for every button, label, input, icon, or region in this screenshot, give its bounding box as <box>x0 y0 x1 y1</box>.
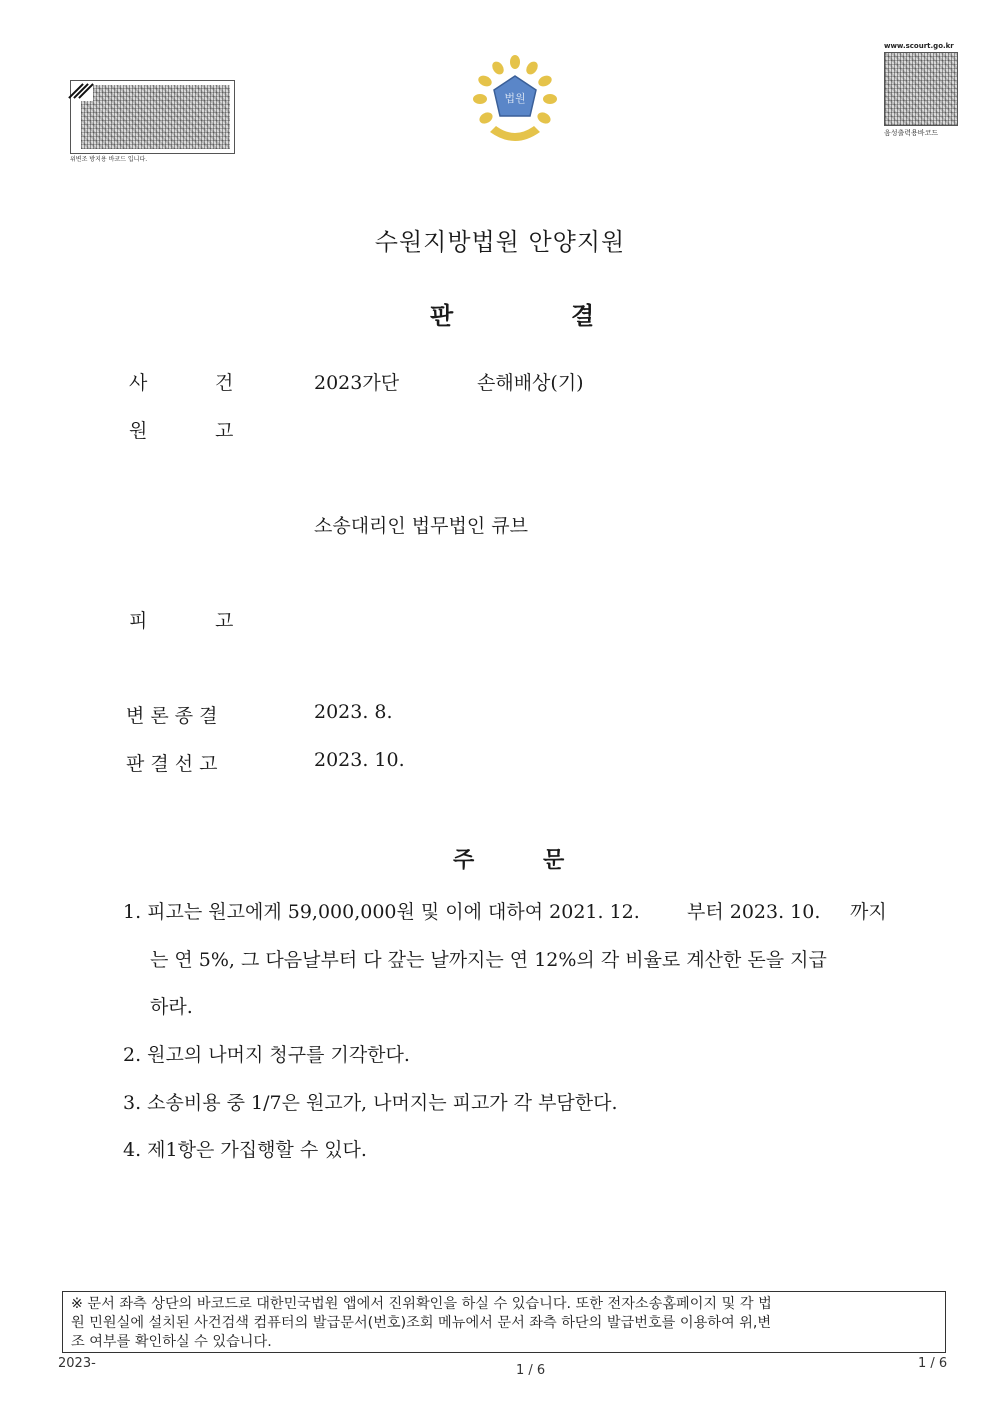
notice-line-2: 원 민원실에 설치된 사건검색 컴퓨터의 발급문서(번호)조회 메뉴에서 문서 좌측 하단의 발급번호를 이용하여 위,변 <box>71 1315 772 1331</box>
order-item-1-line3: 하라. <box>150 996 193 1018</box>
court-emblem-icon <box>470 54 560 150</box>
site-url: www.scourt.go.kr <box>884 42 954 50</box>
barcode-caption: 위변조 방지용 바코드 입니다. <box>70 156 148 163</box>
order-item-1-line2: 는 연 5%, 그 다음날부터 다 갚는 날까지는 연 12%의 각 비율로 계산한 돈을 지급 <box>150 949 827 971</box>
closing-argument-date: 2023. 8. <box>314 701 393 723</box>
plaintiff-label-a: 원 <box>129 420 148 442</box>
order-item-1-line1-c: 까지 <box>850 901 887 923</box>
order-item-1-line1-a: 1. 피고는 원고에게 59,000,000원 및 이에 대하여 2021. 12. <box>123 901 640 923</box>
order-title-right: 문 <box>543 848 565 873</box>
qr-caption: 음성출력용바코드 <box>884 129 939 137</box>
order-item-3: 3. 소송비용 중 1/7은 원고가, 나머지는 피고가 각 부담한다. <box>123 1092 618 1114</box>
forgery-check-barcode <box>70 80 235 154</box>
notice-line-3: 조 여부를 확인하실 수 있습니다. <box>71 1334 272 1350</box>
doc-title-left: 판 <box>430 302 454 330</box>
barcode-corner-mark <box>71 81 93 101</box>
barcode-pattern <box>81 85 230 149</box>
judgment-date: 2023. 10. <box>314 749 405 771</box>
doc-title-right: 결 <box>571 302 595 330</box>
judgment-date-label: 판 결 선 고 <box>126 753 218 775</box>
voice-output-qr-code <box>884 52 958 126</box>
order-item-4: 4. 제1항은 가집행할 수 있다. <box>123 1139 367 1161</box>
page-number-right: 1 / 6 <box>918 1356 948 1371</box>
plaintiff-attorney: 소송대리인 법무법인 큐브 <box>314 515 528 537</box>
defendant-label-a: 피 <box>129 610 148 632</box>
case-number: 2023가단 <box>314 372 400 394</box>
case-name: 손해배상(기) <box>477 372 584 394</box>
order-item-1-line1-b: 부터 2023. 10. <box>687 901 821 923</box>
notice-line-1: ※ 문서 좌측 상단의 바코드로 대한민국법원 앱에서 진위확인을 하실 수 있습니다. 또한 전자소송홈페이지 및 각 법 <box>71 1296 772 1312</box>
case-label-b: 건 <box>215 372 234 394</box>
plaintiff-label-b: 고 <box>215 420 234 442</box>
page-number-center: 1 / 6 <box>516 1363 546 1378</box>
issue-number: 2023- <box>58 1356 96 1371</box>
closing-argument-label: 변 론 종 결 <box>126 705 218 727</box>
case-label-a: 사 <box>129 372 148 394</box>
emblem-text: 법원 <box>504 92 526 105</box>
order-title-left: 주 <box>453 848 475 873</box>
order-item-2: 2. 원고의 나머지 청구를 기각한다. <box>123 1044 410 1066</box>
court-name: 수원지방법원 안양지원 <box>374 228 626 256</box>
verification-notice-box <box>62 1291 946 1353</box>
defendant-label-b: 고 <box>215 610 234 632</box>
